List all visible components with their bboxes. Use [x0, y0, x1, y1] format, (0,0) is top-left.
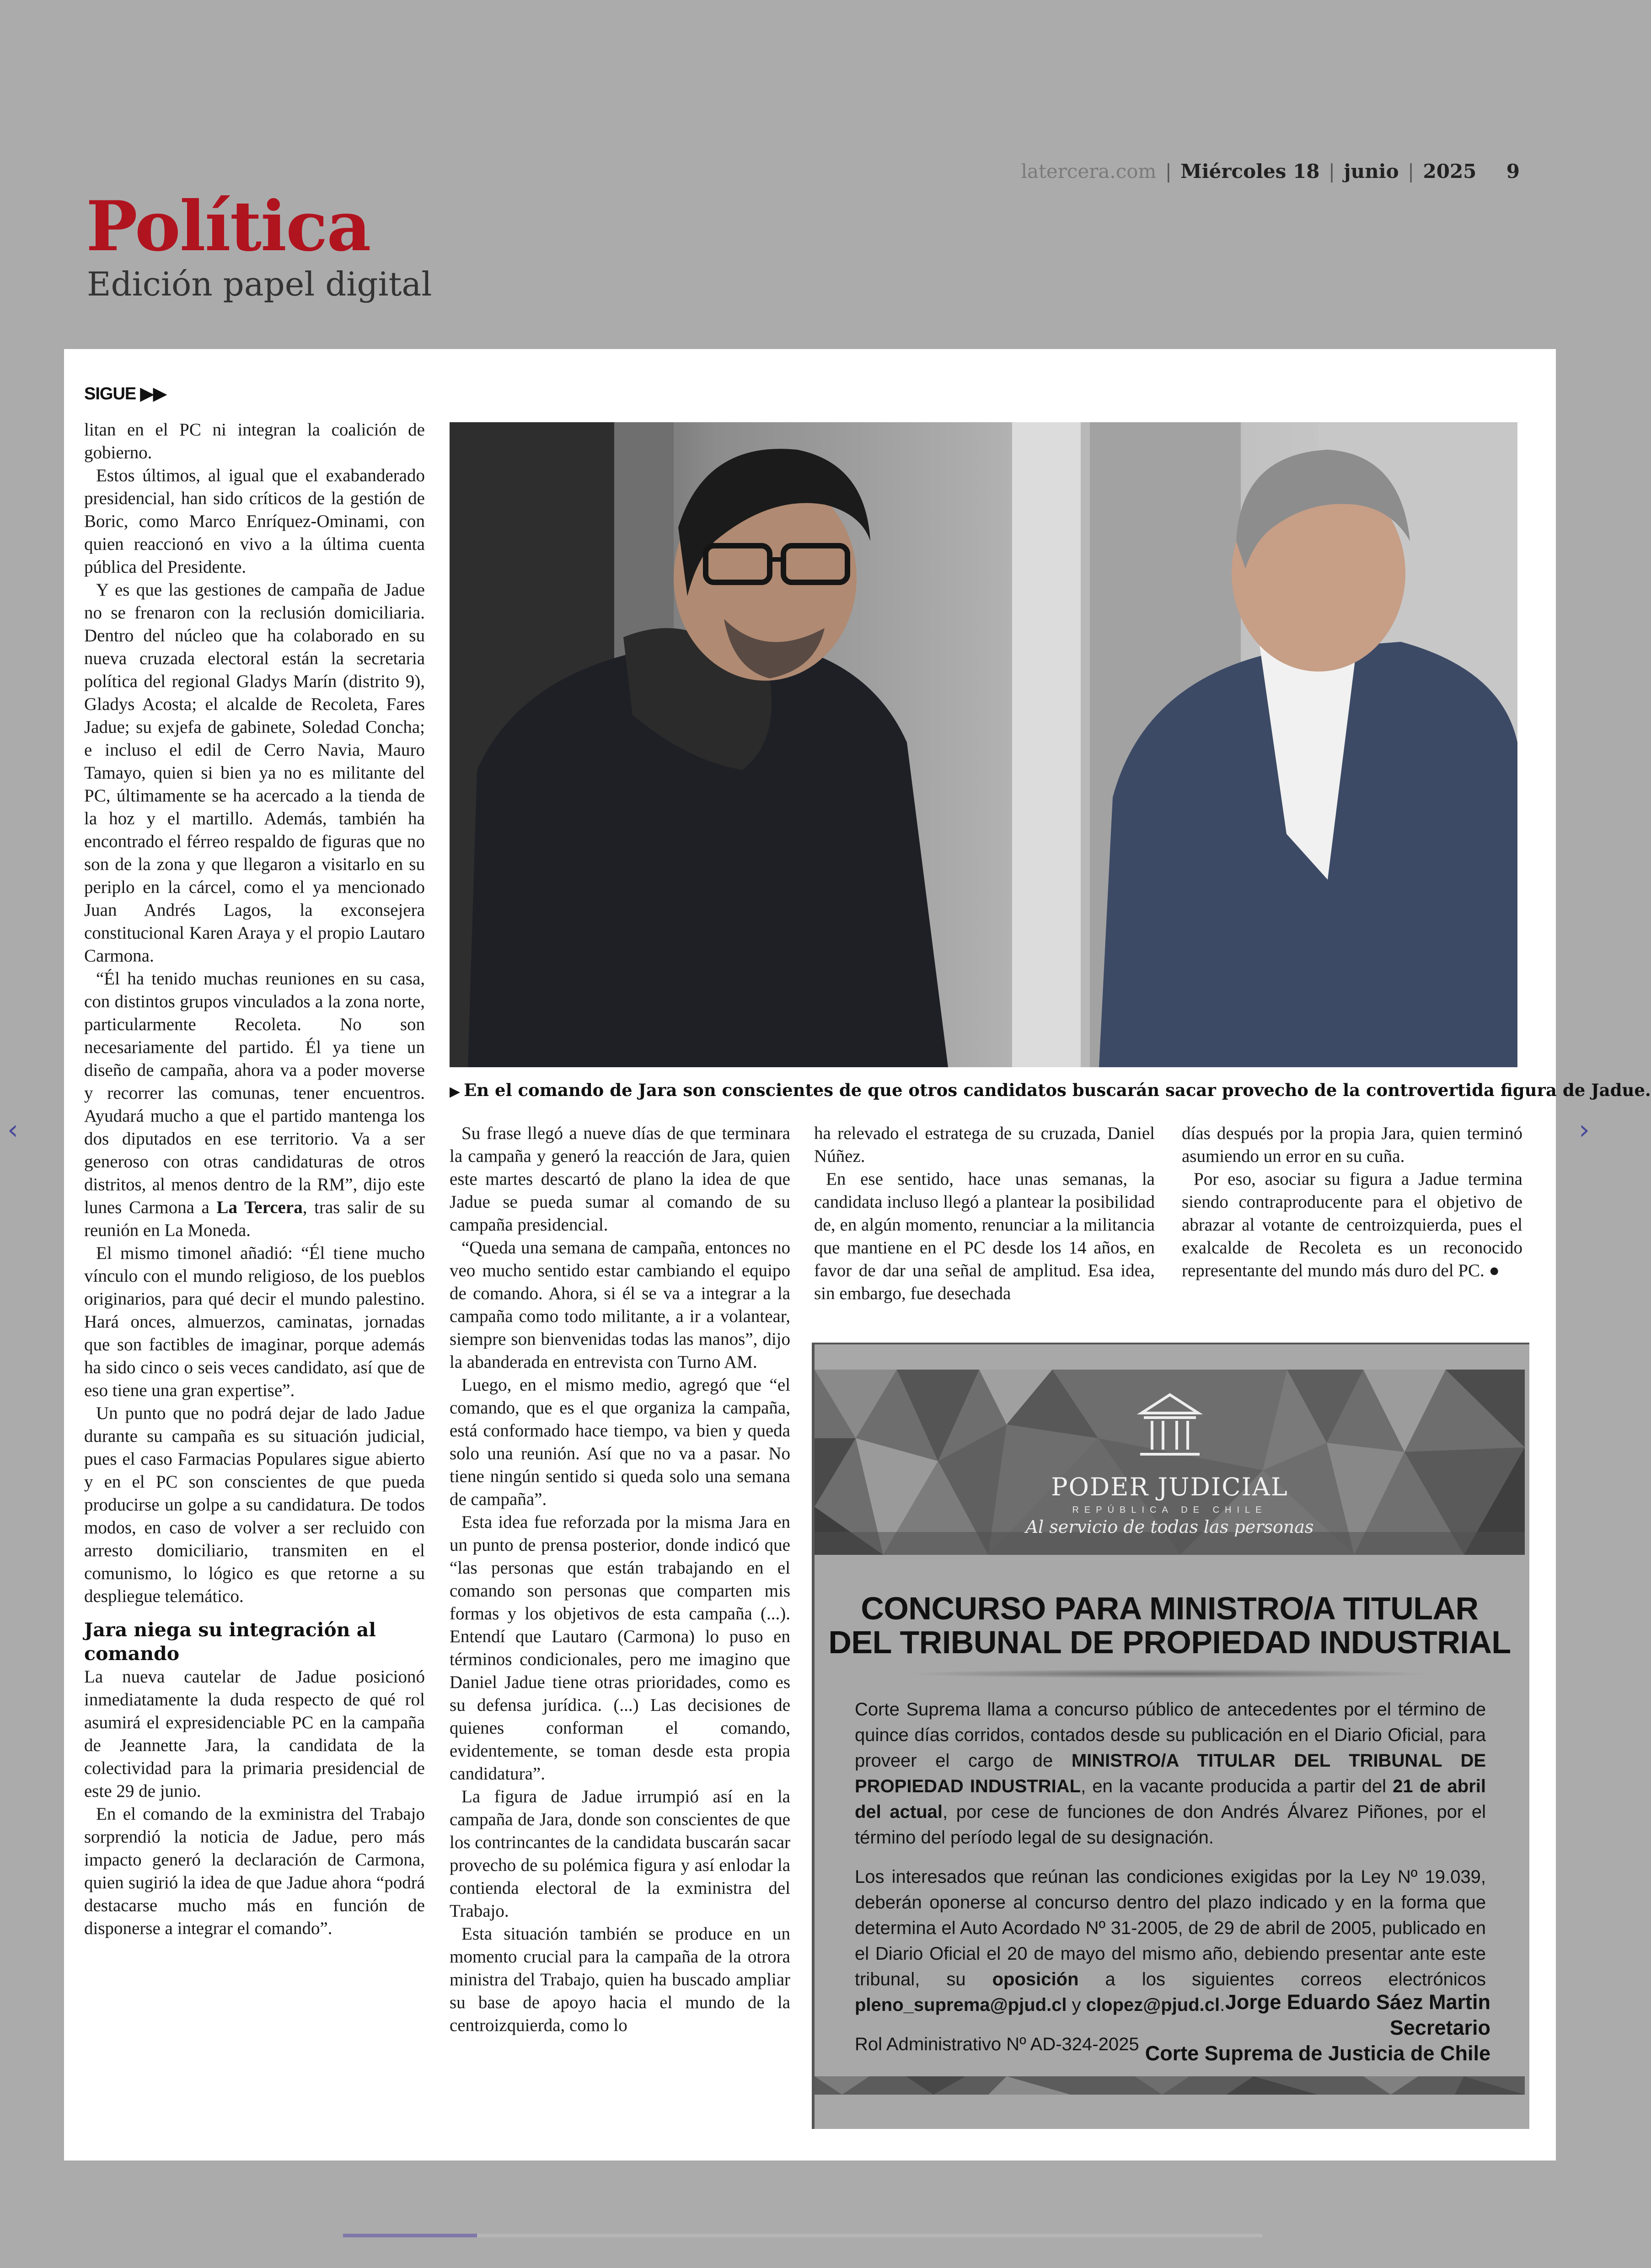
issue-month: junio [1344, 160, 1399, 183]
paragraph: Esta situación también se produce en un momento crucial para la campaña de la otrora ministra del Trabajo, quien ha buscado ampliar su base de apoyo hacia el mundo de la centroizquierda, como lo [450, 1924, 790, 2035]
ad-title [815, 1591, 1525, 1659]
ad-reference: Rol Administrativo Nº AD-324-2025 [855, 2034, 1139, 2054]
ad-paragraph [855, 1697, 1486, 1850]
paragraph-text: Por eso, asociar su figura a Jadue termina siendo contraproducente para el objetivo de abrazar al votante de centroizquierda, pues el exalcalde de Recoleta es un reconocido representante del mundo más duro del PC. [1182, 1169, 1522, 1280]
email-link[interactable]: pleno_suprema@pjud.cl [855, 1995, 1067, 2015]
end-mark-icon: ● [1489, 1261, 1500, 1280]
article-column-2 [450, 1122, 790, 2037]
institution-name: PODER JUDICIAL [1051, 1473, 1288, 1501]
separator: | [1328, 160, 1335, 183]
subheading: Jara niega su integración al comando [84, 1619, 376, 1665]
title-shadow [906, 1669, 1432, 1678]
article-column-4 [1182, 1122, 1522, 1282]
bottom-pattern [815, 2076, 1525, 2095]
institution-motto: Al servicio de todas las personas [1025, 1517, 1314, 1537]
paragraph-text: “Él ha tenido muchas reuniones en su casa, con distintos grupos vinculados a la zona norte, particularmente Recoleta. No son necesariamente del partido. Él ya tiene un diseño de campaña, ahora va a poder moverse y recorrer las comunas, tener encuentros. Ayudará mucho a que el partido mantenga los dos diputados en ese territorio. Va a ser generoso con otras candidaturas de otros distritos, al menos dentro de la RM”, dijo este lunes Carmona a [84, 969, 425, 1217]
continued-label: SIGUE ▶▶ [84, 384, 166, 403]
ad-text: a los siguientes correos electrónicos [1078, 1969, 1486, 1989]
caption-text: En el comando de Jara son conscientes de que otros candidatos buscarán sacar provecho de la controvertida figura de Jadue. [464, 1080, 1651, 1100]
photo-caption [450, 1080, 1651, 1100]
paragraph: Y es que las gestiones de campaña de Jadue no se frenaron con la reclusión domiciliaria. Dentro del núcleo que ha colaborado en su nueva cruzada electoral están la secretaria política del regional Gladys Marín (distrito 9), Gladys Acosta; el alcalde de Recoleta, Fares Jadue; su exjefa de gabinete, Soledad Concha; e incluso el edil de Cerro Navia, Mauro Tamayo, quien si bien ya no es militante del PC, últimamente se ha acercado a la tienda de la hoz y el martillo. Además, también ha encontrado el férreo respaldo de figuras que no son de la zona y que llegaron a visitarlo en su periplo en la cárcel, como el ya mencionado Juan Andrés Lagos, la exconsejera constitucional Karen Araya y el propio Lautaro Carmona. [84, 580, 425, 966]
ad-emphasis: oposición [992, 1969, 1079, 1989]
ad-text: , en la vacante producida a partir del [1081, 1776, 1393, 1796]
ad-text: y [1067, 1995, 1086, 2015]
signer-organization: Corte Suprema de Justicia de Chile [1145, 2042, 1490, 2065]
section-title: Política [86, 186, 370, 267]
page-number: 9 [1506, 160, 1520, 183]
paragraph: La nueva cautelar de Jadue posicionó inmediatamente la duda respecto de qué rol asumirá el expresidenciable PC en la campaña de Jeannette Jara, la candidata de la colectividad para la primaria presidencial de este 29 de junio. [84, 1667, 425, 1801]
ad-text: , por cese de funciones de don Andrés Álvarez Piñones, por el término del período legal de su designación. [855, 1802, 1486, 1848]
ad-position: MINISTRO/A TITULAR DEL TRIBUNAL DE PROPIEDAD INDUSTRIAL [855, 1751, 1486, 1796]
paragraph [84, 967, 425, 1242]
paragraph: días después por la propia Jara, quien terminó asumiendo un error en su cuña. [1182, 1123, 1522, 1166]
newspaper-name: La Tercera [216, 1198, 303, 1217]
legal-notice-ad [812, 1343, 1529, 2129]
paragraph: El mismo timonel añadió: “Él tiene mucho vínculo con el mundo religioso, de los pueblos originarios, para qué decir el mundo palestino. Hará onces, almuerzos, caminatas, jornadas que son factibles de imaginar, porque además ha sido cinco o seis veces candidato, así que de eso tiene una gran expertise”. [84, 1243, 425, 1400]
article-column-3 [814, 1122, 1155, 1305]
next-page-button[interactable]: › [1579, 1114, 1590, 1146]
paragraph [1182, 1168, 1522, 1282]
issue-day: Miércoles 18 [1180, 160, 1320, 183]
section-subtitle: Edición papel digital [87, 265, 432, 303]
ad-title-line: DEL TRIBUNAL DE PROPIEDAD INDUSTRIAL [828, 1624, 1511, 1660]
paragraph: Su frase llegó a nueve días de que terminara la campaña y generó la reacción de Jara, quien este martes descartó de plano la idea de que Jadue se pueda sumar al comando de su campaña presidencial. [450, 1123, 790, 1235]
judicial-logo [815, 1370, 1525, 1555]
publication-info [1021, 160, 1520, 183]
ad-text: Corte Suprema llama a concurso público de antecedentes por el término de quince días corridos, contados desde su publicación en el Diario Oficial, para proveer el cargo de [855, 1699, 1486, 1771]
separator: | [1165, 160, 1172, 183]
issue-year: 2025 [1423, 160, 1477, 183]
ad-title-line: CONCURSO PARA MINISTRO/A TITULAR [861, 1591, 1479, 1626]
article-photo [450, 422, 1517, 1067]
ad-text: Los interesados que reúnan las condiciones exigidas por la Ley Nº 19.039, deberán oponerse al concurso dentro del plazo indicado y en la forma que determina el Auto Acordado Nº 31-2005, de 29 de abril de 2005, publicado en el Diario Oficial el 20 de mayo del mismo año, debiendo presentar ante este tribunal, su [855, 1867, 1486, 1989]
paragraph: La figura de Jadue irrumpió así en la campaña de Jara, donde son conscientes de que los contrincantes de la candidata buscarán sacar provecho de su polémica figura y así enlodar la contienda electoral de la exministra del Trabajo. [450, 1787, 790, 1921]
paragraph: “Queda una semana de campaña, entonces no veo mucho sentido estar cambiando el equipo de comando. Ahora, si él se va a integrar a la campaña como todo militante, a ir a volantear, siempre son bienvenidas todas las manos”, dijo la abanderada en entrevista con Turno AM. [450, 1238, 790, 1372]
signer-name: Jorge Eduardo Sáez Martin [1225, 1990, 1490, 2014]
site-name: latercera.com [1021, 160, 1157, 183]
ad-signature [1145, 1989, 1490, 2066]
article-column-1 [84, 419, 425, 1940]
paragraph: Luego, en el mismo medio, agregó que “el comando, que es el que organiza la campaña, está conformado hace tiempo, va bien y queda solo una reunión. Así que no va a pasar. No tiene ningún sentido si queda solo una semana de campaña”. [450, 1375, 790, 1509]
ad-date: 21 de abril del actual [855, 1776, 1486, 1822]
newspaper-page [64, 349, 1651, 2161]
ad-text: . [1220, 1995, 1225, 2015]
signer-title: Secretario [1389, 2016, 1490, 2039]
paragraph: En ese sentido, hace unas semanas, la candidata incluso llegó a plantear la posibilidad de, en algún momento, renunciar a la militancia que mantiene en el PC desde los 14 años, en favor de dar una señal de amplitud. Esa idea, sin embargo, fue desechada [814, 1169, 1155, 1303]
photo-illustration [450, 422, 1517, 1067]
paragraph: Esta idea fue reforzada por la misma Jara en un punto de prensa posterior, donde indicó que “las personas que están trabajando en el comando son personas que comparten mis formas y los objetivos de esta campaña (...). Entendí que Lautaro (Carmona) lo puso en términos condicionales, pero me imagino que Daniel Jadue tiene otras prioridades, como es su defensa jurídica. (...) Las decisiones de quienes conforman el comando, evidentemente, se toman desde esta propia candidatura”. [450, 1512, 790, 1784]
previous-page-button[interactable]: ‹ [7, 1114, 18, 1146]
email-link[interactable]: clopez@pjud.cl [1086, 1995, 1220, 2015]
paragraph: Un punto que no podrá dejar de lado Jadue durante su campaña es su situación judicial, pues el caso Farmacias Populares sigue abierto y en el PC son conscientes de que pueda producirse un golpe a su candidatura. De todos modos, en caso de volver a ser recluido con arresto domiciliario, transmiten en el comunismo, lo lógico es que retorne a su despliegue telemático. [84, 1403, 425, 1606]
paragraph: ha relevado el estratega de su cruzada, Daniel Núñez. [814, 1123, 1155, 1166]
page-progress-fill [343, 2234, 477, 2237]
paragraph: litan en el PC ni integran la coalición de gobierno. [84, 420, 425, 462]
paragraph: En el comando de la exministra del Trabajo sorprendió la noticia de Jadue, pero más impacto generó la declaración de Carmona, quien sugirió la idea de que Jadue ahora “podrá destacarse mucho más en función de disponerse a integrar el comando”. [84, 1804, 425, 1938]
ad-bottom-band [815, 2076, 1525, 2095]
republic-name: REPÚBLICA DE CHILE [1072, 1505, 1267, 1515]
separator: | [1407, 160, 1415, 183]
caption-marker-icon: ▶ [450, 1084, 461, 1100]
page-progress-bar[interactable] [343, 2234, 1262, 2237]
paragraph: Estos últimos, al igual que el exabanderado presidencial, han sido críticos de la gestión de Boric, como Marco Enríquez-Ominami, con quien reaccionó en vivo a la última cuenta pública del Presidente. [84, 466, 425, 577]
masthead [0, 0, 1604, 348]
paragraph-text: , tras salir de su reunión en La Moneda. [84, 1198, 425, 1240]
